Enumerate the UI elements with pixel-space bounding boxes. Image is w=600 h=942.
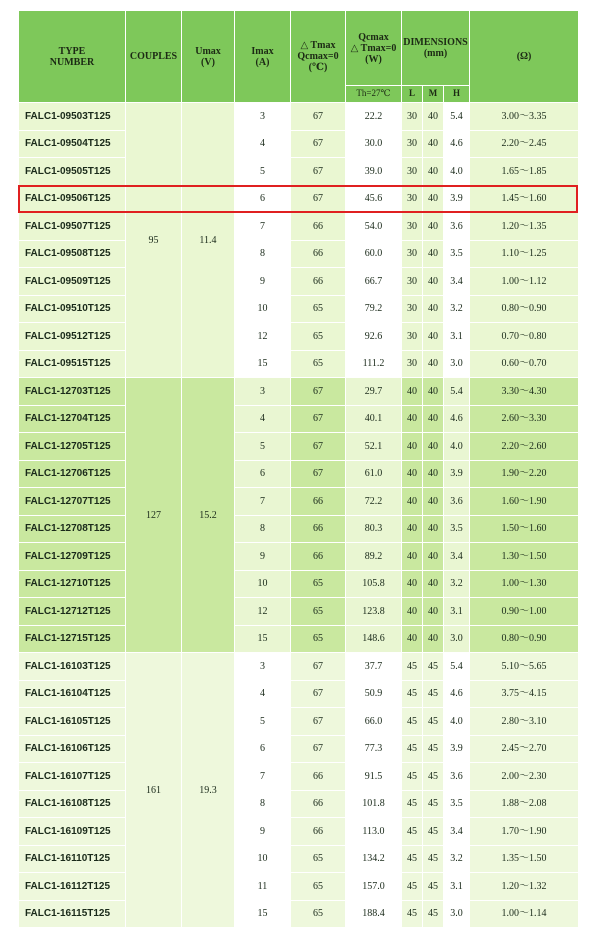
model-cell: FALC1-12703T125 [19,378,126,406]
dim-l-cell: 30 [402,130,423,158]
imax-cell: 6 [235,735,291,763]
qcmax-cell: 29.7 [346,378,402,406]
dim-m-cell: 40 [423,130,444,158]
table-row [19,763,579,791]
imax-cell: 10 [235,570,291,598]
dim-h-cell: 3.4 [444,268,470,296]
dim-m-cell: 40 [423,268,444,296]
imax-cell: 10 [235,295,291,323]
header-dim-l: L [402,86,423,103]
table-row [19,515,579,543]
dim-h-cell: 3.2 [444,295,470,323]
delta-tmax-cell: 67 [291,130,346,158]
dim-l-cell: 40 [402,598,423,626]
table-row [19,268,579,296]
model-cell: FALC1-09510T125 [19,295,126,323]
model-cell: FALC1-16109T125 [19,818,126,846]
dim-m-cell: 45 [423,873,444,901]
table-row [19,433,579,461]
dim-m-cell: 45 [423,653,444,681]
imax-cell: 10 [235,845,291,873]
imax-cell: 5 [235,433,291,461]
dim-h-cell: 3.5 [444,515,470,543]
delta-tmax-cell: 66 [291,763,346,791]
dim-l-cell: 45 [402,735,423,763]
table-row [19,680,579,708]
imax-cell: 8 [235,515,291,543]
table-row [19,625,579,653]
table-row [19,295,579,323]
qcmax-cell: 50.9 [346,680,402,708]
model-cell: FALC1-09504T125 [19,130,126,158]
dim-m-cell: 40 [423,598,444,626]
dim-l-cell: 45 [402,900,423,928]
imax-cell: 4 [235,405,291,433]
resistance-cell: 1.70～1.90 [470,818,579,846]
dim-h-cell: 3.2 [444,570,470,598]
qcmax-cell: 188.4 [346,900,402,928]
model-cell: FALC1-09515T125 [19,350,126,378]
dim-h-cell: 3.1 [444,323,470,351]
dim-m-cell: 40 [423,543,444,571]
delta-tmax-cell: 67 [291,680,346,708]
header-qcmax: Qcmax △ Tmax=0 (W) [346,11,402,86]
dim-h-cell: 4.0 [444,158,470,186]
qcmax-cell: 157.0 [346,873,402,901]
imax-cell: 15 [235,625,291,653]
dim-h-cell: 3.9 [444,735,470,763]
dim-l-cell: 40 [402,460,423,488]
dim-m-cell: 45 [423,708,444,736]
delta-tmax-cell: 65 [291,350,346,378]
delta-tmax-cell: 66 [291,818,346,846]
dim-h-cell: 5.4 [444,103,470,131]
dim-h-cell: 3.1 [444,873,470,901]
qcmax-cell: 89.2 [346,543,402,571]
dim-m-cell: 40 [423,488,444,516]
dim-h-cell: 3.0 [444,350,470,378]
resistance-cell: 0.70～0.80 [470,323,579,351]
header-resistance: (Ω) [470,11,579,103]
dim-m-cell: 40 [423,433,444,461]
dim-m-cell: 45 [423,790,444,818]
header-couples: COUPLES [126,11,182,103]
resistance-cell: 1.00～1.30 [470,570,579,598]
dim-l-cell: 45 [402,873,423,901]
qcmax-cell: 123.8 [346,598,402,626]
table-row [19,323,579,351]
table-row [19,543,579,571]
model-cell: FALC1-09508T125 [19,240,126,268]
delta-tmax-cell: 67 [291,405,346,433]
dim-h-cell: 4.6 [444,130,470,158]
delta-tmax-cell: 66 [291,488,346,516]
qcmax-cell: 91.5 [346,763,402,791]
imax-cell: 5 [235,158,291,186]
model-cell: FALC1-09506T125 [19,185,126,213]
dim-l-cell: 45 [402,818,423,846]
table-row [19,598,579,626]
qcmax-cell: 80.3 [346,515,402,543]
imax-cell: 6 [235,460,291,488]
delta-tmax-cell: 65 [291,570,346,598]
header-dim-m: M [423,86,444,103]
delta-tmax-cell: 67 [291,653,346,681]
table-row [19,158,579,186]
delta-tmax-cell: 67 [291,378,346,406]
qcmax-cell: 52.1 [346,433,402,461]
delta-tmax-cell: 67 [291,460,346,488]
header-dimensions: DIMENSIONS (mm) [402,11,470,86]
delta-tmax-cell: 67 [291,103,346,131]
qcmax-cell: 39.0 [346,158,402,186]
table-row [19,240,579,268]
dim-l-cell: 40 [402,625,423,653]
qcmax-cell: 79.2 [346,295,402,323]
dim-m-cell: 40 [423,323,444,351]
dim-m-cell: 40 [423,570,444,598]
resistance-cell: 0.90～1.00 [470,598,579,626]
spec-sheet [18,10,578,932]
qcmax-cell: 105.8 [346,570,402,598]
qcmax-cell: 61.0 [346,460,402,488]
dim-h-cell: 3.6 [444,763,470,791]
dim-m-cell: 45 [423,845,444,873]
imax-cell: 12 [235,598,291,626]
resistance-cell: 0.80～0.90 [470,295,579,323]
model-cell: FALC1-09503T125 [19,103,126,131]
imax-cell: 4 [235,680,291,708]
dim-l-cell: 40 [402,515,423,543]
model-cell: FALC1-12710T125 [19,570,126,598]
table-row [19,103,579,131]
dim-m-cell: 45 [423,818,444,846]
dim-h-cell: 4.0 [444,433,470,461]
table-row [19,735,579,763]
delta-tmax-cell: 67 [291,735,346,763]
resistance-cell: 1.30～1.50 [470,543,579,571]
delta-tmax-cell: 66 [291,790,346,818]
imax-cell: 9 [235,268,291,296]
imax-cell: 7 [235,488,291,516]
imax-cell: 7 [235,213,291,241]
delta-tmax-cell: 67 [291,708,346,736]
imax-cell: 9 [235,818,291,846]
dim-h-cell: 3.9 [444,185,470,213]
table-row [19,708,579,736]
model-cell: FALC1-16112T125 [19,873,126,901]
dim-m-cell: 40 [423,625,444,653]
couples-cell: 161 [126,653,182,928]
dim-h-cell: 3.1 [444,598,470,626]
model-cell: FALC1-12708T125 [19,515,126,543]
dim-l-cell: 30 [402,213,423,241]
table-row [19,873,579,901]
dim-m-cell: 40 [423,103,444,131]
dim-h-cell: 3.5 [444,790,470,818]
dim-h-cell: 3.4 [444,818,470,846]
dim-l-cell: 30 [402,185,423,213]
qcmax-cell: 54.0 [346,213,402,241]
resistance-cell: 1.50～1.60 [470,515,579,543]
imax-cell: 11 [235,873,291,901]
header-type-number: TYPE NUMBER [19,11,126,103]
resistance-cell: 1.35～1.50 [470,845,579,873]
qcmax-cell: 148.6 [346,625,402,653]
resistance-cell: 2.20～2.60 [470,433,579,461]
header-delta-tmax: △ Tmax Qcmax=0 (℃) [291,11,346,103]
dim-m-cell: 40 [423,240,444,268]
model-cell: FALC1-16106T125 [19,735,126,763]
qcmax-cell: 60.0 [346,240,402,268]
imax-cell: 4 [235,130,291,158]
table-row [19,845,579,873]
qcmax-cell: 134.2 [346,845,402,873]
dim-h-cell: 5.4 [444,378,470,406]
couples-cell: 95 [126,103,182,378]
dim-l-cell: 40 [402,378,423,406]
dim-m-cell: 40 [423,185,444,213]
dim-h-cell: 4.6 [444,680,470,708]
dim-m-cell: 40 [423,515,444,543]
resistance-cell: 1.00～1.14 [470,900,579,928]
model-cell: FALC1-12715T125 [19,625,126,653]
qcmax-cell: 101.8 [346,790,402,818]
imax-cell: 12 [235,323,291,351]
delta-tmax-cell: 66 [291,543,346,571]
model-cell: FALC1-09509T125 [19,268,126,296]
dim-l-cell: 30 [402,103,423,131]
model-cell: FALC1-12705T125 [19,433,126,461]
imax-cell: 6 [235,185,291,213]
umax-cell: 11.4 [182,103,235,378]
delta-tmax-cell: 65 [291,845,346,873]
dim-h-cell: 3.0 [444,900,470,928]
dim-h-cell: 3.6 [444,488,470,516]
dim-l-cell: 45 [402,653,423,681]
dim-l-cell: 45 [402,790,423,818]
model-cell: FALC1-16110T125 [19,845,126,873]
delta-tmax-cell: 65 [291,900,346,928]
imax-cell: 3 [235,103,291,131]
resistance-cell: 3.75～4.15 [470,680,579,708]
resistance-cell: 1.65～1.85 [470,158,579,186]
dim-h-cell: 3.9 [444,460,470,488]
dim-l-cell: 40 [402,488,423,516]
model-cell: FALC1-12706T125 [19,460,126,488]
qcmax-cell: 77.3 [346,735,402,763]
delta-tmax-cell: 66 [291,515,346,543]
resistance-cell: 0.60～0.70 [470,350,579,378]
dim-h-cell: 4.0 [444,708,470,736]
qcmax-cell: 92.6 [346,323,402,351]
qcmax-cell: 111.2 [346,350,402,378]
model-cell: FALC1-09505T125 [19,158,126,186]
umax-cell: 19.3 [182,653,235,928]
resistance-cell: 2.00～2.30 [470,763,579,791]
dim-m-cell: 40 [423,350,444,378]
resistance-cell: 3.30～4.30 [470,378,579,406]
model-cell: FALC1-12709T125 [19,543,126,571]
resistance-cell: 0.80～0.90 [470,625,579,653]
model-cell: FALC1-09512T125 [19,323,126,351]
delta-tmax-cell: 67 [291,158,346,186]
dim-m-cell: 40 [423,295,444,323]
model-cell: FALC1-12712T125 [19,598,126,626]
table-row [19,790,579,818]
model-cell: FALC1-12704T125 [19,405,126,433]
dim-m-cell: 40 [423,158,444,186]
table-row [19,653,579,681]
table-row [19,570,579,598]
delta-tmax-cell: 65 [291,323,346,351]
qcmax-cell: 40.1 [346,405,402,433]
dim-l-cell: 40 [402,543,423,571]
dim-m-cell: 45 [423,900,444,928]
dim-l-cell: 30 [402,323,423,351]
dim-l-cell: 30 [402,350,423,378]
imax-cell: 5 [235,708,291,736]
model-cell: FALC1-16104T125 [19,680,126,708]
resistance-cell: 2.20～2.45 [470,130,579,158]
delta-tmax-cell: 66 [291,268,346,296]
dim-m-cell: 45 [423,680,444,708]
qcmax-cell: 37.7 [346,653,402,681]
dim-m-cell: 40 [423,460,444,488]
header-qcmax-condition: Th=27℃ [346,86,402,103]
dim-h-cell: 3.5 [444,240,470,268]
dim-h-cell: 4.6 [444,405,470,433]
model-cell: FALC1-16108T125 [19,790,126,818]
dim-m-cell: 40 [423,213,444,241]
table-row [19,900,579,928]
dim-m-cell: 40 [423,378,444,406]
delta-tmax-cell: 66 [291,240,346,268]
table-row [19,405,579,433]
dim-l-cell: 45 [402,708,423,736]
resistance-cell: 1.90～2.20 [470,460,579,488]
qcmax-cell: 113.0 [346,818,402,846]
qcmax-cell: 45.6 [346,185,402,213]
qcmax-cell: 72.2 [346,488,402,516]
dim-l-cell: 30 [402,240,423,268]
header-umax: Umax (V) [182,11,235,103]
imax-cell: 9 [235,543,291,571]
table-row [19,350,579,378]
qcmax-cell: 66.7 [346,268,402,296]
qcmax-cell: 30.0 [346,130,402,158]
dim-h-cell: 3.4 [444,543,470,571]
delta-tmax-cell: 67 [291,433,346,461]
couples-cell: 127 [126,378,182,653]
header-dim-h: H [444,86,470,103]
resistance-cell: 1.45～1.60 [470,185,579,213]
resistance-cell: 1.60～1.90 [470,488,579,516]
resistance-cell: 5.10～5.65 [470,653,579,681]
imax-cell: 15 [235,350,291,378]
imax-cell: 15 [235,900,291,928]
delta-tmax-cell: 65 [291,625,346,653]
dim-h-cell: 3.6 [444,213,470,241]
resistance-cell: 2.80～3.10 [470,708,579,736]
dim-l-cell: 40 [402,405,423,433]
resistance-cell: 1.10～1.25 [470,240,579,268]
dim-l-cell: 30 [402,158,423,186]
model-cell: FALC1-16105T125 [19,708,126,736]
model-cell: FALC1-12707T125 [19,488,126,516]
table-row [19,213,579,241]
resistance-cell: 1.00～1.12 [470,268,579,296]
resistance-cell: 1.88～2.08 [470,790,579,818]
imax-cell: 3 [235,653,291,681]
dim-l-cell: 40 [402,433,423,461]
resistance-cell: 1.20～1.35 [470,213,579,241]
spec-table-body [19,103,579,928]
dim-l-cell: 45 [402,680,423,708]
imax-cell: 3 [235,378,291,406]
dim-h-cell: 3.0 [444,625,470,653]
delta-tmax-cell: 66 [291,213,346,241]
qcmax-cell: 22.2 [346,103,402,131]
dim-m-cell: 45 [423,735,444,763]
model-cell: FALC1-16115T125 [19,900,126,928]
dim-l-cell: 40 [402,570,423,598]
spec-table [18,10,579,928]
delta-tmax-cell: 65 [291,598,346,626]
dim-h-cell: 3.2 [444,845,470,873]
model-cell: FALC1-16103T125 [19,653,126,681]
dim-m-cell: 45 [423,763,444,791]
resistance-cell: 2.60～3.30 [470,405,579,433]
table-row [19,818,579,846]
dim-l-cell: 45 [402,845,423,873]
qcmax-cell: 66.0 [346,708,402,736]
umax-cell: 15.2 [182,378,235,653]
delta-tmax-cell: 67 [291,185,346,213]
model-cell: FALC1-09507T125 [19,213,126,241]
dim-m-cell: 40 [423,405,444,433]
header-imax: Imax (A) [235,11,291,103]
model-cell: FALC1-16107T125 [19,763,126,791]
imax-cell: 8 [235,240,291,268]
dim-l-cell: 30 [402,268,423,296]
delta-tmax-cell: 65 [291,873,346,901]
imax-cell: 8 [235,790,291,818]
imax-cell: 7 [235,763,291,791]
resistance-cell: 2.45～2.70 [470,735,579,763]
table-row [19,130,579,158]
resistance-cell: 3.00～3.35 [470,103,579,131]
dim-l-cell: 30 [402,295,423,323]
resistance-cell: 1.20～1.32 [470,873,579,901]
table-row [19,488,579,516]
table-row [19,378,579,406]
delta-tmax-cell: 65 [291,295,346,323]
dim-h-cell: 5.4 [444,653,470,681]
table-row [19,185,579,213]
dim-l-cell: 45 [402,763,423,791]
table-row [19,460,579,488]
